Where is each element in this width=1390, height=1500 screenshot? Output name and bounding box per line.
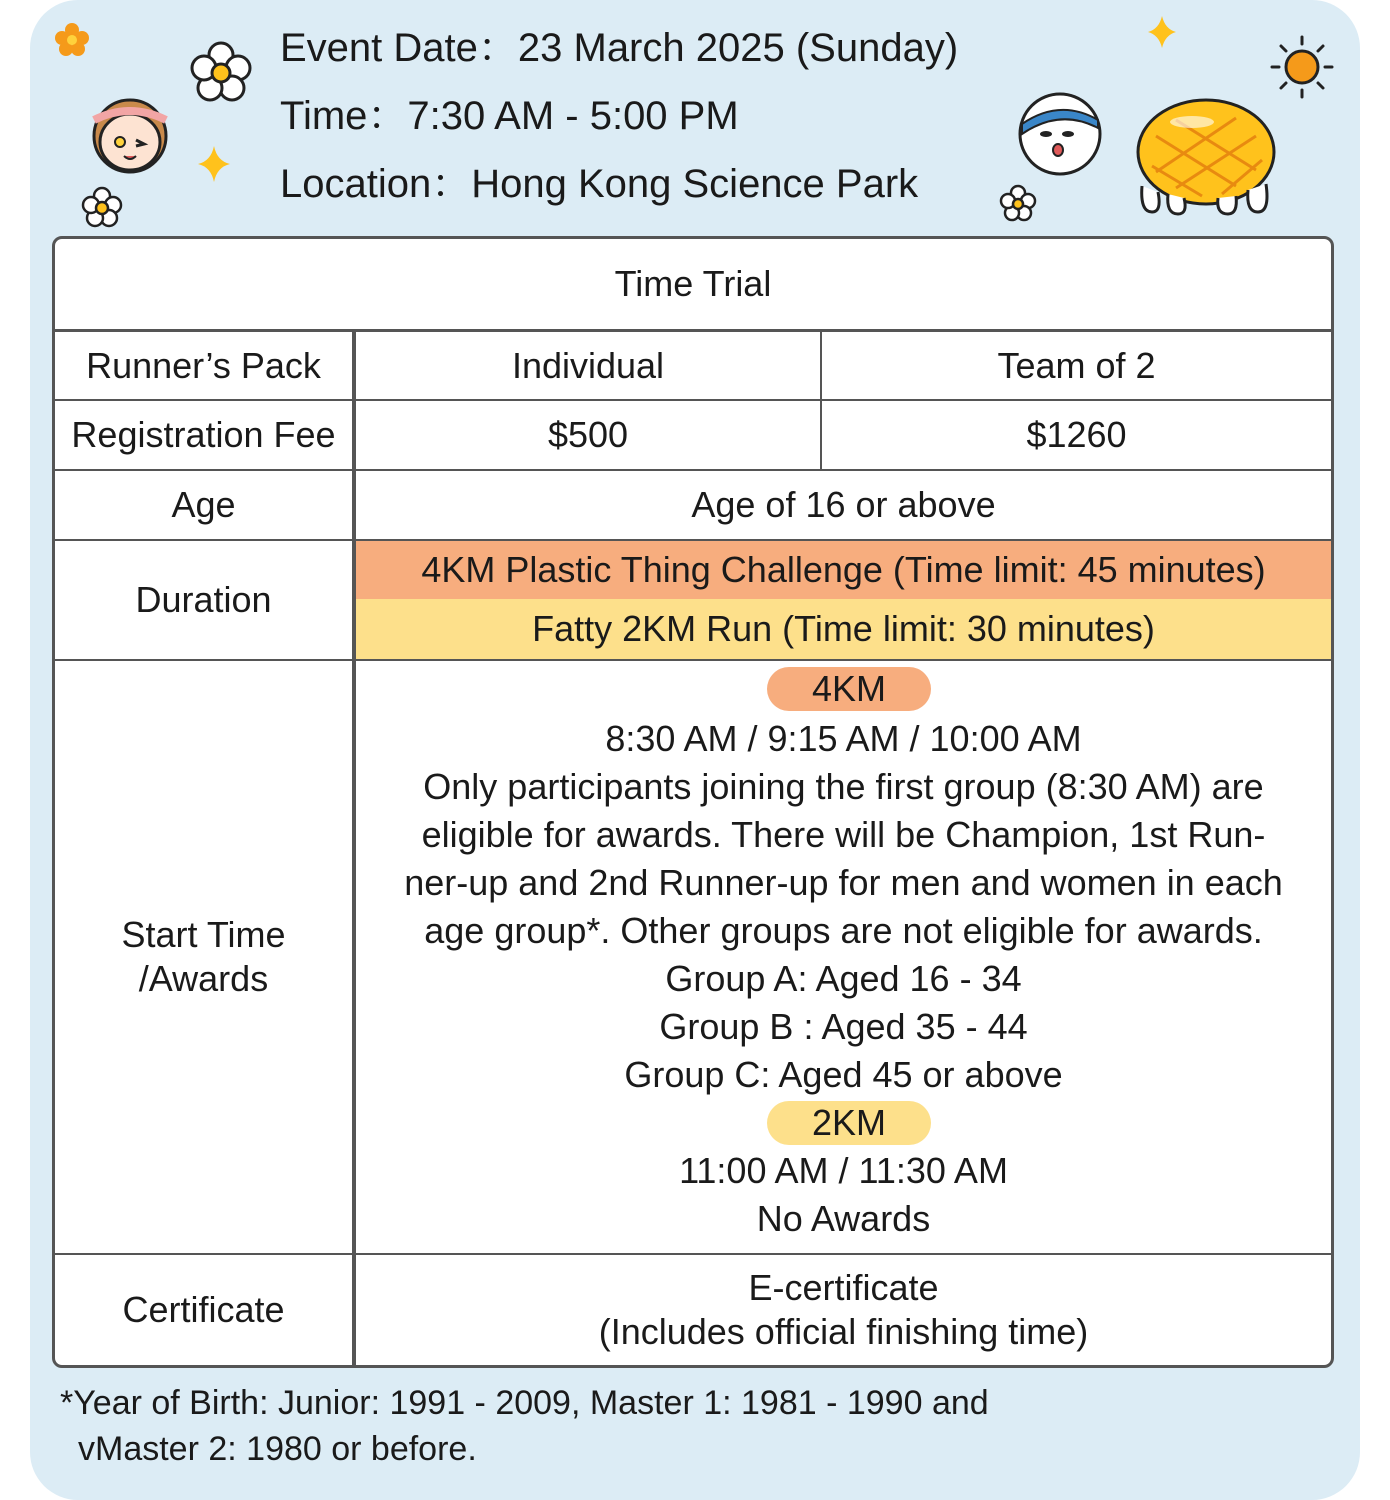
footnote-line-2: vMaster 2: 1980 or before. [78, 1430, 477, 1468]
white-flower-icon [188, 40, 254, 106]
registration-fee-team: $1260 [1026, 414, 1127, 455]
sun-icon [1266, 34, 1338, 104]
times-2km: 11:00 AM / 11:30 AM [679, 1150, 1008, 1191]
awards-line-4: age group*. Other groups are not eligible for awards. [424, 910, 1263, 951]
runners-pack-individual: Individual [511, 344, 665, 386]
sparkle-left-icon [196, 144, 232, 184]
pill-4km: 4KM [767, 667, 931, 711]
start-time-label [55, 661, 352, 1253]
age-value: Age of 16 or above [691, 484, 996, 525]
registration-fee-label: Registration Fee [71, 414, 336, 455]
certificate-line1: E-certificate [748, 1267, 939, 1308]
sparkle-right-icon [1146, 14, 1178, 50]
certificate-line2: (Includes official finishing time) [598, 1311, 1089, 1352]
pill-2km: 2KM [767, 1101, 931, 1145]
no-awards: No Awards [756, 1198, 931, 1239]
duration-2km-option: Fatty 2KM Run (Time limit: 30 minutes) [356, 599, 1331, 659]
times-4km: 8:30 AM / 9:15 AM / 10:00 AM [605, 718, 1082, 759]
event-details-table [52, 236, 1334, 1368]
pack-column-divider [820, 332, 822, 469]
duration-label: Duration [135, 579, 272, 620]
group-c: Group C: Aged 45 or above [624, 1054, 1063, 1095]
event-date-line: Event Date：23 March 2025 (Sunday) [280, 26, 959, 70]
start-time-label-line1: Start Time [121, 914, 286, 955]
pineapple-bun-icon [1132, 96, 1278, 216]
registration-fee-individual: $500 [547, 414, 629, 455]
start-time-content [356, 661, 1331, 1253]
duration-4km-option: 4KM Plastic Thing Challenge (Time limit: 45 minutes) [356, 541, 1331, 599]
awards-line-1: Only participants joining the first group (8:30 AM) are [423, 766, 1264, 807]
certificate-label: Certificate [122, 1289, 285, 1330]
group-a: Group A: Aged 16 - 34 [665, 958, 1022, 999]
runners-pack-label: Runner’s Pack [86, 344, 321, 386]
orange-flower-icon [52, 20, 92, 60]
event-time-line: Time：7:30 AM - 5:00 PM [280, 94, 739, 138]
girl-character-icon [80, 80, 184, 184]
age-label: Age [171, 484, 236, 525]
small-flower-right-icon [998, 184, 1038, 224]
small-flower-icon [80, 186, 124, 230]
runners-pack-team: Team of 2 [997, 344, 1156, 386]
footnote-line-1: *Year of Birth: Junior: 1991 - 2009, Master 1: 1981 - 1990 and [60, 1384, 989, 1422]
event-location-line: Location：Hong Kong Science Park [280, 162, 919, 206]
group-b: Group B : Aged 35 - 44 [659, 1006, 1028, 1047]
start-time-label-line2: /Awards [138, 958, 269, 999]
table-title: Time Trial [614, 263, 772, 304]
certificate-value [356, 1255, 1331, 1365]
awards-line-3: ner-up and 2nd Runner-up for men and women in each [404, 862, 1283, 903]
round-character-icon [1014, 90, 1106, 176]
awards-line-2: eligible for awards. There will be Champion, 1st Run- [421, 814, 1266, 855]
